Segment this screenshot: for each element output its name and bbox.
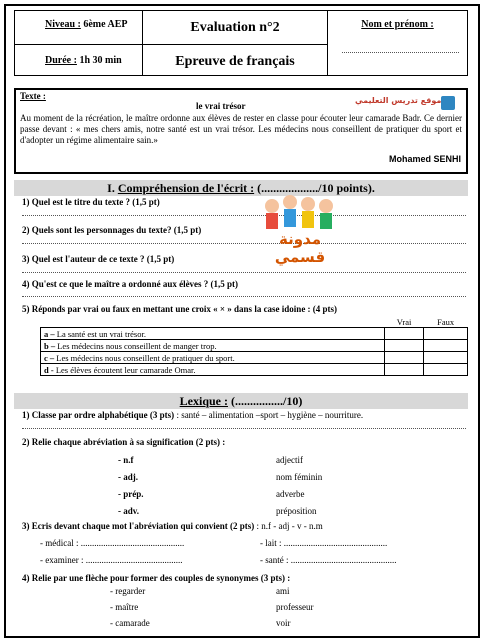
level-value: 6ème AEP	[83, 19, 128, 30]
meaning-item[interactable]: nom féminin	[276, 472, 323, 482]
synonym-left[interactable]: - maître	[110, 602, 139, 612]
question-3: 3) Quel est l'auteur de ce texte ? (1,5 pt)	[22, 254, 175, 264]
fill-field[interactable]: - examiner : ...........................................	[40, 555, 183, 565]
abbr-item[interactable]: - adv.	[118, 506, 140, 516]
answer-line[interactable]	[22, 243, 466, 244]
logo-icon	[441, 96, 455, 110]
question-2: 2) Quels sont les personnages du texte? (1,5 pt)	[22, 225, 202, 235]
lexique-question-1: 1) Classe par ordre alphabétique (3 pts) : santé – alimentation –sport – hygiène – nourriture.	[22, 410, 364, 420]
name-dotted-line	[342, 52, 459, 53]
true-false-table	[40, 316, 468, 376]
faux-checkbox[interactable]	[424, 340, 468, 352]
header-title-cell	[143, 11, 328, 75]
question-5: 5) Réponds par vrai ou faux en mettant une croix « × » dans la case idoine : (4 pts)	[22, 304, 338, 314]
text-body: Au moment de la récréation, le maître ordonne aux élèves de rester en classe pour écouter leur camarade Badr. Ce dernier passe devant : « mes chers amis, notre santé est un vrai trésor. Les médecins nous conseillent de pratiquer du sport et d'adopter un régime alimentaire sain.»	[20, 113, 462, 145]
level-label: Niveau :	[45, 19, 81, 30]
faux-header: Faux	[437, 316, 455, 327]
table-row: c – Les médecins nous conseillent de pratiquer du sport.	[41, 352, 468, 364]
duration-label: Durée :	[45, 55, 77, 66]
lexique-heading: Lexique : (................/10)	[14, 393, 468, 409]
meaning-item[interactable]: adjectif	[276, 455, 303, 465]
table-row: a – La santé est un vrai trésor.	[41, 328, 468, 340]
vrai-header: Vrai	[396, 316, 412, 327]
meaning-item[interactable]: adverbe	[276, 489, 305, 499]
answer-line[interactable]	[22, 215, 466, 216]
text-label: Texte :	[20, 91, 46, 101]
answer-line[interactable]	[22, 296, 466, 297]
duration-line	[45, 55, 122, 66]
faux-checkbox[interactable]	[424, 364, 468, 376]
synonym-right[interactable]: ami	[276, 586, 290, 596]
table-row: b – Les médecins nous conseillent de manger trop.	[41, 340, 468, 352]
vrai-checkbox[interactable]	[385, 340, 424, 352]
site-logo	[355, 96, 455, 110]
lexique-question-2: 2) Relie chaque abréviation à sa signification (2 pts) :	[22, 437, 226, 447]
header-table	[14, 10, 468, 76]
page-subtitle: Epreuve de français	[175, 54, 295, 69]
abbr-item[interactable]: - n.f	[118, 455, 134, 465]
vrai-checkbox[interactable]	[385, 328, 424, 340]
logo-text: موقع تدريس التعليمي	[355, 96, 442, 105]
header-name-cell	[328, 11, 467, 75]
question-4: 4) Qu'est ce que le maître a ordonné aux élèves ? (1,5 pt)	[22, 279, 239, 289]
table-row: d - Les élèves écoutent leur camarade Omar.	[41, 364, 468, 376]
meaning-item[interactable]: préposition	[276, 506, 317, 516]
lexique-question-4: 4) Relie par une flèche pour former des couples de synonymes (3 pts) :	[22, 573, 291, 583]
synonym-left[interactable]: - regarder	[110, 586, 146, 596]
text-title: le vrai trésor	[196, 101, 246, 111]
text-author: Mohamed SENHI	[388, 154, 461, 164]
fill-field[interactable]: - lait : ..............................................	[260, 538, 388, 548]
synonym-right[interactable]: voir	[276, 618, 291, 628]
synonym-left[interactable]: - camarade	[110, 618, 150, 628]
page-title: Evaluation n°2	[190, 20, 280, 35]
vrai-checkbox[interactable]	[385, 364, 424, 376]
vrai-checkbox[interactable]	[385, 352, 424, 364]
duration-value: 1h 30 min	[79, 55, 122, 66]
name-label: Nom et prénom :	[361, 19, 434, 30]
answer-line[interactable]	[22, 428, 466, 429]
art-text: مدونة قسمي	[274, 230, 326, 266]
header-info-cell	[15, 11, 143, 75]
fill-field[interactable]: - médical : ..............................................	[40, 538, 185, 548]
kids-illustration	[260, 188, 340, 266]
question-1: 1) Quel est le titre du texte ? (1,5 pt)	[22, 197, 160, 207]
answer-line[interactable]	[22, 272, 466, 273]
abbr-item[interactable]: - adj.	[118, 472, 138, 482]
lexique-question-3: 3) Ecris devant chaque mot l'abréviation qui convient (2 pts) : n.f - adj - v - n.m	[22, 521, 323, 531]
abbr-item[interactable]: - prép.	[118, 489, 144, 499]
comprehension-heading: I. Compréhension de l'écrit : (.................../10 points).	[14, 180, 468, 196]
level-line	[45, 19, 128, 30]
faux-checkbox[interactable]	[424, 328, 468, 340]
fill-field[interactable]: - santé : ...............................................	[260, 555, 397, 565]
synonym-right[interactable]: professeur	[276, 602, 314, 612]
faux-checkbox[interactable]	[424, 352, 468, 364]
